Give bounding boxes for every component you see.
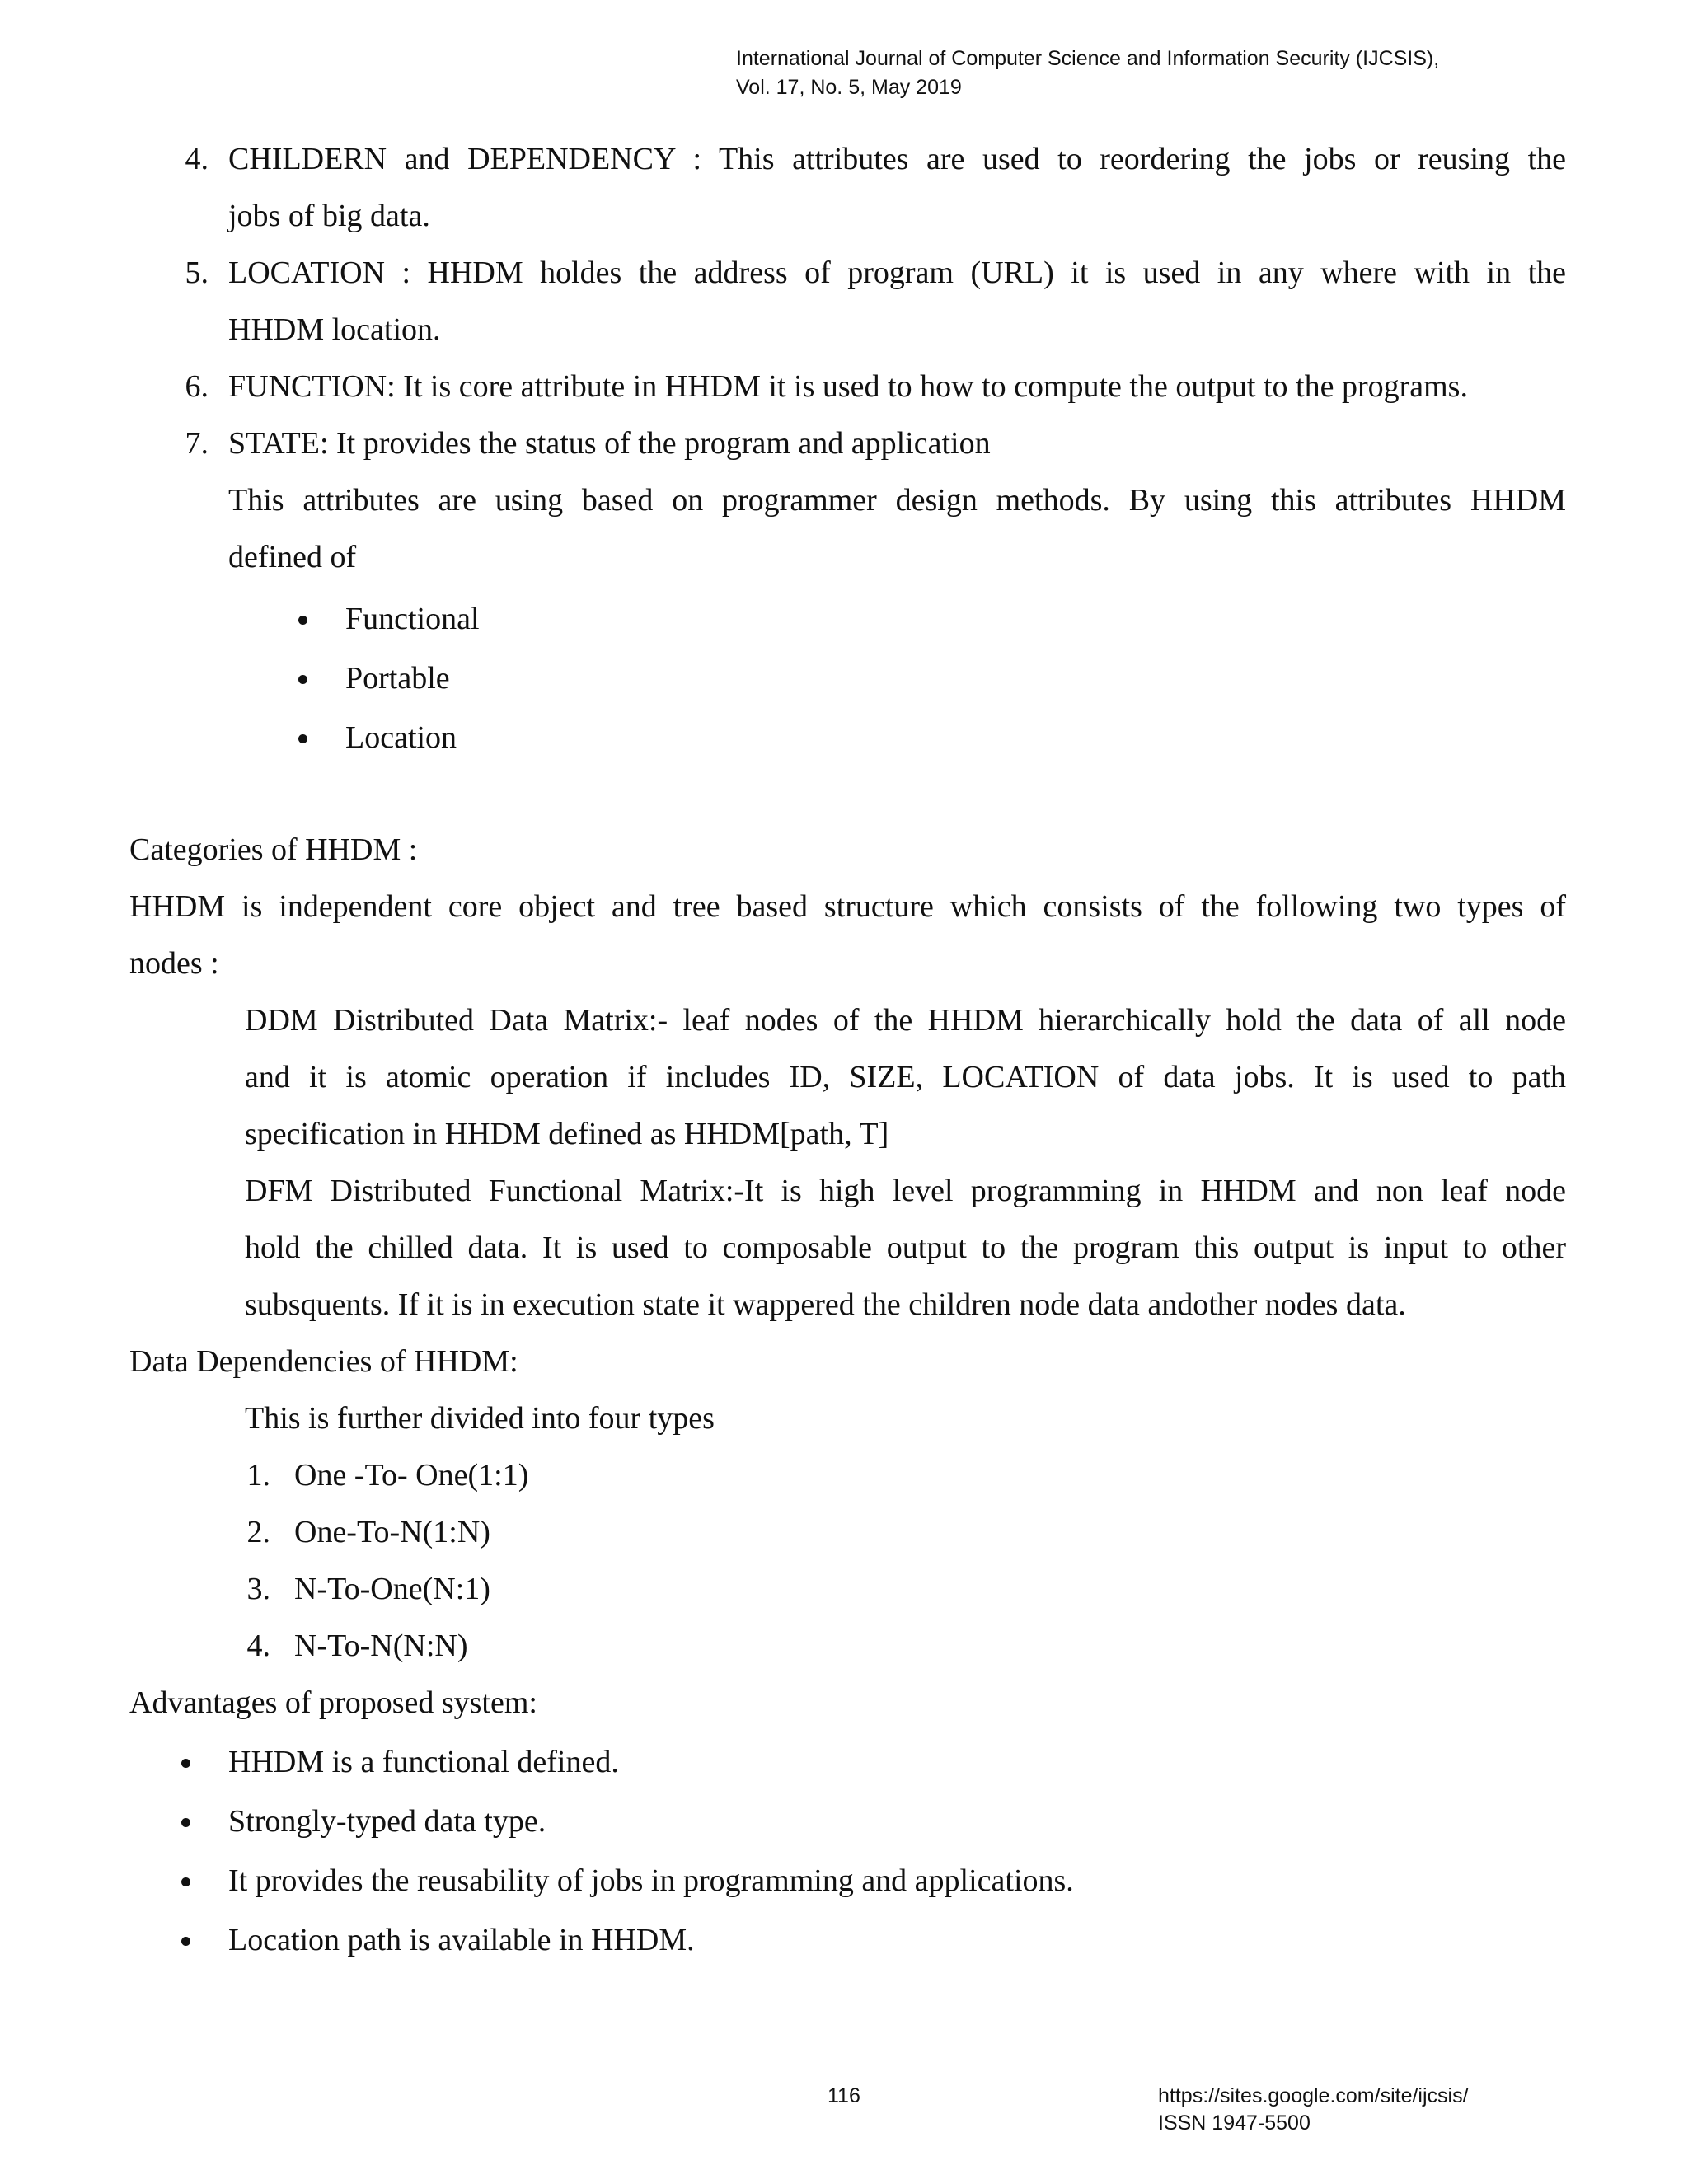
ddm-paragraph-line: DDM Distributed Data Matrix:- leaf nodes of the HHDM hierarchically hold the data of all node xyxy=(245,1003,1566,1038)
ddm-paragraph-line: specification in HHDM defined as HHDM[path, T] xyxy=(245,1117,889,1151)
list-item-text: LOCATION : HHDM holdes the address of program (URL) it is used in any where with in the xyxy=(228,255,1566,290)
bullet-item: Portable xyxy=(345,661,450,696)
attributes-note: This attributes are using based on programmer design methods. By using this attributes HHDM xyxy=(228,483,1566,518)
paragraph-line: HHDM is independent core object and tree based structure which consists of the following two types of xyxy=(129,889,1566,924)
list-number: 3. xyxy=(246,1572,270,1606)
header-journal-title: International Journal of Computer Science and Information Security (IJCSIS), xyxy=(736,47,1440,70)
bullet-icon xyxy=(181,1818,190,1827)
list-number: 4. xyxy=(185,142,209,176)
footer-url: https://sites.google.com/site/ijcsis/ xyxy=(1158,2084,1469,2107)
list-item-text: CHILDERN and DEPENDENCY : This attributes are used to reordering the jobs or reusing the xyxy=(228,142,1566,176)
list-number: 5. xyxy=(185,255,209,290)
paragraph-line: This is further divided into four types xyxy=(245,1401,715,1436)
attributes-note-continued: defined of xyxy=(228,540,357,574)
dfm-paragraph-line: DFM Distributed Functional Matrix:-It is high level programming in HHDM and non leaf node xyxy=(245,1174,1566,1208)
paragraph-line: nodes : xyxy=(129,946,219,981)
header-volume-info: Vol. 17, No. 5, May 2019 xyxy=(736,76,962,99)
section-heading: Categories of HHDM : xyxy=(129,832,418,867)
bullet-icon xyxy=(298,675,307,684)
bullet-item: Location xyxy=(345,720,457,755)
list-number: 1. xyxy=(246,1458,270,1493)
list-number: 4. xyxy=(246,1629,270,1663)
dfm-paragraph-line: subsquents. If it is in execution state it wappered the children node data andother nodes data. xyxy=(245,1287,1406,1322)
list-item-text-continued: jobs of big data. xyxy=(228,199,430,233)
advantage-item: Location path is available in HHDM. xyxy=(228,1923,695,1957)
bullet-item: Functional xyxy=(345,602,480,636)
advantage-item: HHDM is a functional defined. xyxy=(228,1745,619,1779)
dependency-type: N-To-N(N:N) xyxy=(294,1629,468,1663)
list-number: 2. xyxy=(246,1515,270,1549)
footer-issn: ISSN 1947-5500 xyxy=(1158,2111,1311,2135)
page-number: 116 xyxy=(828,2084,860,2107)
bullet-icon xyxy=(181,1937,190,1946)
dependency-type: N-To-One(N:1) xyxy=(294,1572,490,1606)
list-item-text: STATE: It provides the status of the program and application xyxy=(228,426,991,461)
dependency-type: One-To-N(1:N) xyxy=(294,1515,490,1549)
running-header xyxy=(736,45,1439,102)
bullet-icon xyxy=(181,1759,190,1768)
bullet-icon xyxy=(298,734,307,743)
section-heading: Advantages of proposed system: xyxy=(129,1685,537,1720)
section-heading: Data Dependencies of HHDM: xyxy=(129,1344,518,1379)
list-number: 7. xyxy=(185,426,209,461)
dependency-type: One -To- One(1:1) xyxy=(294,1458,529,1493)
ddm-paragraph-line: and it is atomic operation if includes ID, SIZE, LOCATION of data jobs. It is used to path xyxy=(245,1060,1566,1094)
advantage-item: It provides the reusability of jobs in programming and applications. xyxy=(228,1863,1074,1898)
list-number: 6. xyxy=(185,369,209,404)
dfm-paragraph-line: hold the chilled data. It is used to composable output to the program this output is input to other xyxy=(245,1230,1566,1265)
bullet-icon xyxy=(298,616,307,625)
list-item-text: FUNCTION: It is core attribute in HHDM it is used to how to compute the output to the programs. xyxy=(228,369,1468,404)
list-item-text-continued: HHDM location. xyxy=(228,312,441,347)
advantage-item: Strongly-typed data type. xyxy=(228,1804,546,1839)
bullet-icon xyxy=(181,1877,190,1886)
